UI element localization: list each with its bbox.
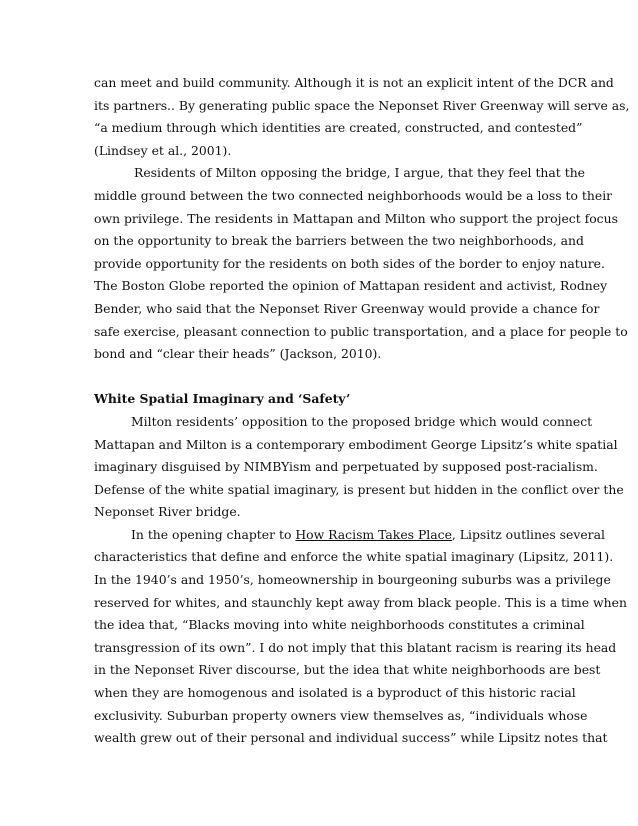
text-line: Bender, who said that the Neponset River Greenway would provide a chance for (94, 300, 600, 316)
text-line: Residents of Milton opposing the bridge, I argue, that they feel that the (134, 165, 586, 181)
text-line: own privilege. The residents in Mattapan and Milton who support the project focus (94, 210, 618, 226)
text-line: wealth grew out of their personal and individual success” while Lipsitz notes that (94, 730, 608, 746)
text-line: (Lindsey et al., 2001). (94, 142, 232, 158)
book-title: How Racism Takes Place (295, 526, 452, 542)
text-line: reserved for whites, and staunchly kept away from black people. This is a time when (94, 594, 627, 610)
text-fragment: In the opening chapter to (131, 526, 296, 542)
text-line: Milton residents’ opposition to the proposed bridge which would connect (131, 413, 593, 429)
text-line: Neponset River bridge. (94, 504, 241, 520)
document-body (94, 72, 630, 750)
text-line: its partners.. By generating public space the Neponset River Greenway will serve as, (94, 97, 630, 113)
text-fragment: , Lipsitz outlines several (451, 526, 605, 542)
text-line: characteristics that define and enforce the white spatial imaginary (Lipsitz, 2011). (94, 549, 614, 565)
text-line: Defense of the white spatial imaginary, is present but hidden in the conflict over the (94, 481, 624, 497)
text-line: provide opportunity for the residents on both sides of the border to enjoy nature. (94, 255, 605, 271)
text-line: The Boston Globe reported the opinion of Mattapan resident and activist, Rodney (94, 278, 608, 294)
text-line: the idea that, “Blacks moving into white neighborhoods constitutes a criminal (94, 617, 585, 633)
text-line: in the Neponset River discourse, but the idea that white neighborhoods are best (94, 662, 601, 678)
text-line: when they are homogenous and isolated is a byproduct of this historic racial (94, 685, 576, 701)
text-line: In the 1940’s and 1950’s, homeownership in bourgeoning suburbs was a privilege (94, 572, 611, 588)
blank-line (94, 366, 550, 389)
text-line: Mattapan and Milton is a contemporary embodiment George Lipsitz’s white spatial (94, 436, 618, 452)
text-line: imaginary disguised by NIMBYism and perpetuated by supposed post-racialism. (94, 459, 598, 475)
text-line: can meet and build community. Although it is not an explicit intent of the DCR and (94, 75, 614, 90)
text-line: middle ground between the two connected neighborhoods would be a loss to their (94, 187, 613, 203)
text-line (94, 524, 605, 547)
text-line: exclusivity. Suburban property owners view themselves as, “individuals whose (94, 707, 588, 723)
text-line: “a medium through which identities are created, constructed, and contested” (94, 120, 583, 136)
text-line: on the opportunity to break the barriers between the two neighborhoods, and (94, 233, 584, 249)
text-line: safe exercise, pleasant connection to public transportation, and a place for people to (94, 323, 628, 339)
text-line: bond and “clear their heads” (Jackson, 2010). (94, 346, 382, 362)
text-line: transgression of its own”. I do not imply that this blatant racism is rearing its head (94, 639, 617, 655)
section-heading: White Spatial Imaginary and ‘Safety’ (94, 391, 351, 407)
